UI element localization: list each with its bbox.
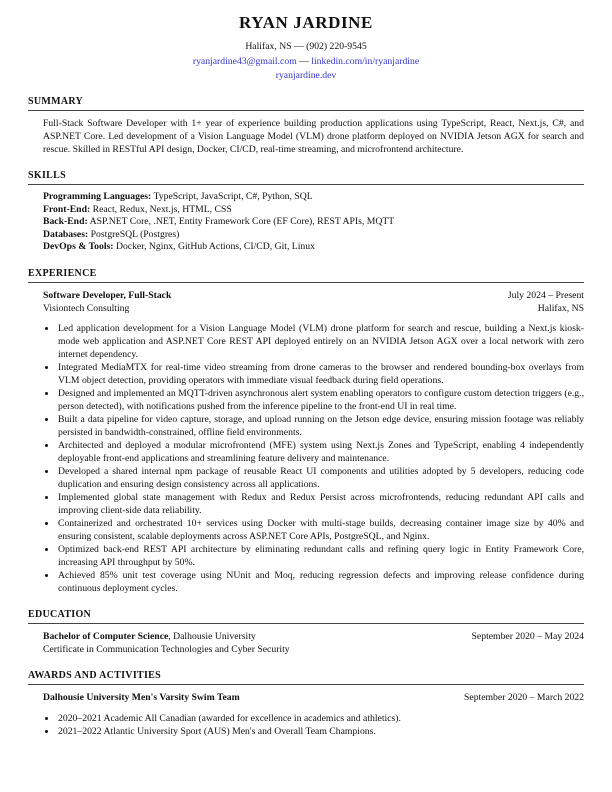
award-bullet: • 2021–2022 Atlantic University Sport (AUS) Men's and Overall Team Champions. bbox=[57, 725, 584, 738]
skill-row bbox=[43, 191, 584, 204]
skill-value: TypeScript, JavaScript, C#, Python, SQL bbox=[153, 191, 313, 202]
award-title: Dalhousie University Men's Varsity Swim Team bbox=[43, 691, 240, 703]
job-subheader-row bbox=[43, 302, 584, 315]
job-dates: July 2024 – Present bbox=[507, 289, 584, 301]
experience-bullet: • Architected and deployed a modular microfrontend (MFE) system using Next.js Zones and TypeScript, enabling 4 independently deployable front-end applications and streamlining feature delivery and maintenance. bbox=[57, 439, 584, 465]
experience-bullet: • Implemented global state management with Redux and Redux Persist across microfrontends, reducing redundant API calls and improving client-side data reliability. bbox=[57, 491, 584, 517]
section-experience bbox=[28, 267, 584, 595]
experience-bullet: • Containerized and orchestrated 10+ services using Docker with multi-stage builds, decreasing container image size by 40% and ensuring consistent, scalable deployments across ASP.NET Core APIs, PostgreSQL, and Nginx. bbox=[57, 517, 584, 543]
experience-bullet: • Led application development for a Vision Language Model (VLM) drone platform for search and rescue, building a Next.js kiosk-mode web application and ASP.NET Core REST API deployed entirely on an NVIDIA Jetson AGX over a local network with zero internet dependency. bbox=[57, 322, 584, 361]
awards-bullet-list bbox=[43, 712, 584, 738]
experience-bullet-list bbox=[43, 322, 584, 595]
job-location: Halifax, NS bbox=[537, 302, 584, 314]
certificate-line: Certificate in Communication Technologies and Cyber Security bbox=[43, 643, 290, 655]
award-header-row bbox=[43, 691, 584, 704]
section-skills bbox=[28, 169, 584, 254]
skill-row bbox=[43, 204, 584, 217]
skills-heading: SKILLS bbox=[28, 169, 584, 185]
skill-value: Docker, Nginx, GitHub Actions, CI/CD, Git, Linux bbox=[115, 241, 315, 253]
experience-bullet: • Optimized back-end REST API architecture by eliminating redundant calls and refining query logic in Entity Framework Core, increasing API throughput by 50%. bbox=[57, 543, 584, 569]
skill-row bbox=[43, 216, 584, 229]
education-heading: EDUCATION bbox=[28, 608, 584, 624]
job-company: Visiontech Consulting bbox=[43, 302, 130, 314]
job-header-row bbox=[43, 289, 584, 302]
contact-line: Halifax, NS — (902) 220-9545 bbox=[245, 41, 367, 52]
skill-value: PostgreSQL (Postgres) bbox=[90, 228, 180, 240]
section-summary bbox=[28, 95, 584, 156]
website-link[interactable]: ryanjardine.dev bbox=[275, 70, 337, 81]
linkedin-link[interactable]: linkedin.com/in/ryanjardine bbox=[311, 56, 420, 67]
degree-school: , Dalhousie University bbox=[168, 630, 256, 642]
skill-row bbox=[43, 241, 584, 254]
experience-bullet: • Designed and implemented an MQTT-driven asynchronous alert system enabling operators to configure custom detection triggers (e.g., person detected), with notifications pushed from the inference pipeline to the front-end UI in real time. bbox=[57, 387, 584, 413]
skill-row bbox=[43, 229, 584, 242]
summary-heading: SUMMARY bbox=[28, 95, 584, 111]
award-bullet: • 2020–2021 Academic All Canadian (awarded for excellence in academics and athletics). bbox=[57, 712, 584, 725]
experience-bullet: • Developed a shared internal npm package of reusable React UI components and utilities adopted by 5 developers, reducing code duplication and ensuring design consistency across all applications. bbox=[57, 465, 584, 491]
award-dates: September 2020 – March 2022 bbox=[464, 691, 584, 703]
section-awards bbox=[28, 669, 584, 738]
links-line bbox=[28, 55, 584, 68]
skill-value: React, Redux, Next.js, HTML, CSS bbox=[92, 203, 232, 215]
candidate-name: RYAN JARDINE bbox=[239, 13, 373, 32]
education-row bbox=[43, 630, 584, 643]
email-link[interactable]: ryanjardine43@gmail.com bbox=[192, 56, 297, 67]
degree-name: Bachelor of Computer Science bbox=[43, 630, 169, 642]
experience-bullet: • Integrated MediaMTX for real-time video streaming from drone cameras to the browser and rendered bounding-box overlays from VLM object detection, providing operators with immediate visual feedback during field operations. bbox=[57, 361, 584, 387]
skill-label: Programming Languages: bbox=[43, 191, 152, 202]
education-degree-line bbox=[43, 630, 256, 643]
skill-label: Databases: bbox=[43, 228, 89, 240]
job-title: Software Developer, Full-Stack bbox=[43, 289, 172, 301]
experience-bullet: • Built a data pipeline for video capture, storage, and upload running on the Jetson edge device, ensuring mission footage was reliably persisted in bandwidth-constrained, offline field environments. bbox=[57, 413, 584, 439]
skill-label: Back-End: bbox=[43, 216, 88, 228]
education-dates: September 2020 – May 2024 bbox=[471, 630, 584, 642]
awards-heading: AWARDS AND ACTIVITIES bbox=[28, 669, 584, 685]
experience-heading: EXPERIENCE bbox=[28, 267, 584, 283]
experience-bullet: • Achieved 85% unit test coverage using NUnit and Moq, reducing regression defects and improving release confidence during continuous deployment cycles. bbox=[57, 569, 584, 595]
website-line bbox=[28, 69, 584, 82]
skill-value: ASP.NET Core, .NET, Entity Framework Core (EF Core), REST APIs, MQTT bbox=[89, 216, 395, 228]
skill-label: Front-End: bbox=[43, 203, 91, 215]
section-education bbox=[28, 608, 584, 656]
link-separator-dash: — bbox=[299, 56, 309, 67]
skill-label: DevOps & Tools: bbox=[43, 241, 114, 253]
summary-text: Full-Stack Software Developer with 1+ year of experience building production applications using TypeScript, React, Next.js, C#, and ASP.NET Core. Led development of a Vision Language Model (VLM) drone platform deployed on NVIDIA Jetson AGX for search and rescue. Skilled in RESTful API design, Docker, CI/CD, real-time streaming, and microfrontend architecture. bbox=[43, 118, 584, 155]
